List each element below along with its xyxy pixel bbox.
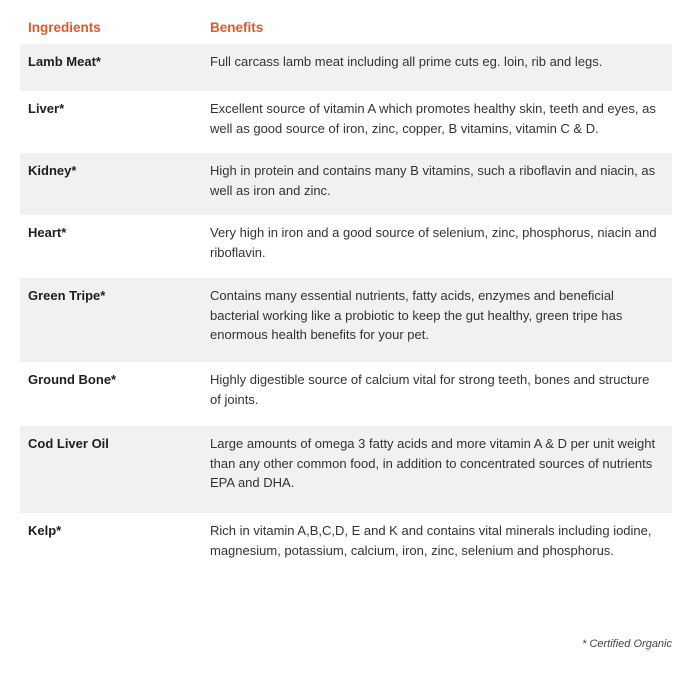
ingredient-name: Cod Liver Oil <box>28 436 109 451</box>
ingredient-benefit: Very high in iron and a good source of selenium, zinc, phosphorus, niacin and riboflavin. <box>210 225 657 260</box>
benefits-header: Benefits <box>210 19 264 35</box>
ingredient-benefit: Full carcass lamb meat including all prime cuts eg. loin, rib and legs. <box>210 54 603 69</box>
ingredient-benefit: High in protein and contains many B vitamins, such a riboflavin and niacin, as well as iron and zinc. <box>210 163 656 198</box>
ingredient-name: Kelp* <box>28 523 62 538</box>
ingredient-benefit: Rich in vitamin A,B,C,D, E and K and contains vital minerals including iodine, magnesium, potassium, calcium, iron, zinc, selenium and phosphorus. <box>210 523 652 558</box>
ingredient-name: Liver* <box>28 101 65 116</box>
ingredient-name: Kidney* <box>28 163 77 178</box>
ingredient-benefit: Excellent source of vitamin A which promotes healthy skin, teeth and eyes, as well as good source of iron, zinc, copper, B vitamins, vitamin C & D. <box>210 101 656 136</box>
ingredients-table <box>20 10 672 573</box>
ingredient-name: Green Tripe* <box>28 288 106 303</box>
ingredients-header: Ingredients <box>28 19 101 35</box>
table-header <box>20 10 672 44</box>
ingredient-benefit: Contains many essential nutrients, fatty acids, enzymes and beneficial bacterial working like a probiotic to keep the gut healthy, green tripe has enormous health benefits for your pet. <box>210 288 623 342</box>
table-row <box>20 426 672 513</box>
ingredient-benefit: Large amounts of omega 3 fatty acids and more vitamin A & D per unit weight than any other common food, in addition to concentrated sources of nutrients EPA and DHA. <box>210 436 656 490</box>
table-row <box>20 278 672 362</box>
table-row <box>20 215 672 278</box>
table-row <box>20 513 672 573</box>
certified-organic-footnote: * Certified Organic <box>582 638 672 650</box>
ingredient-name: Ground Bone* <box>28 372 117 387</box>
table-row <box>20 91 672 153</box>
table-row <box>20 153 672 215</box>
table-row <box>20 44 672 91</box>
table-row <box>20 362 672 426</box>
ingredient-name: Lamb Meat* <box>28 54 101 69</box>
ingredient-benefit: Highly digestible source of calcium vital for strong teeth, bones and structure of joints. <box>210 372 650 407</box>
ingredient-name: Heart* <box>28 225 67 240</box>
